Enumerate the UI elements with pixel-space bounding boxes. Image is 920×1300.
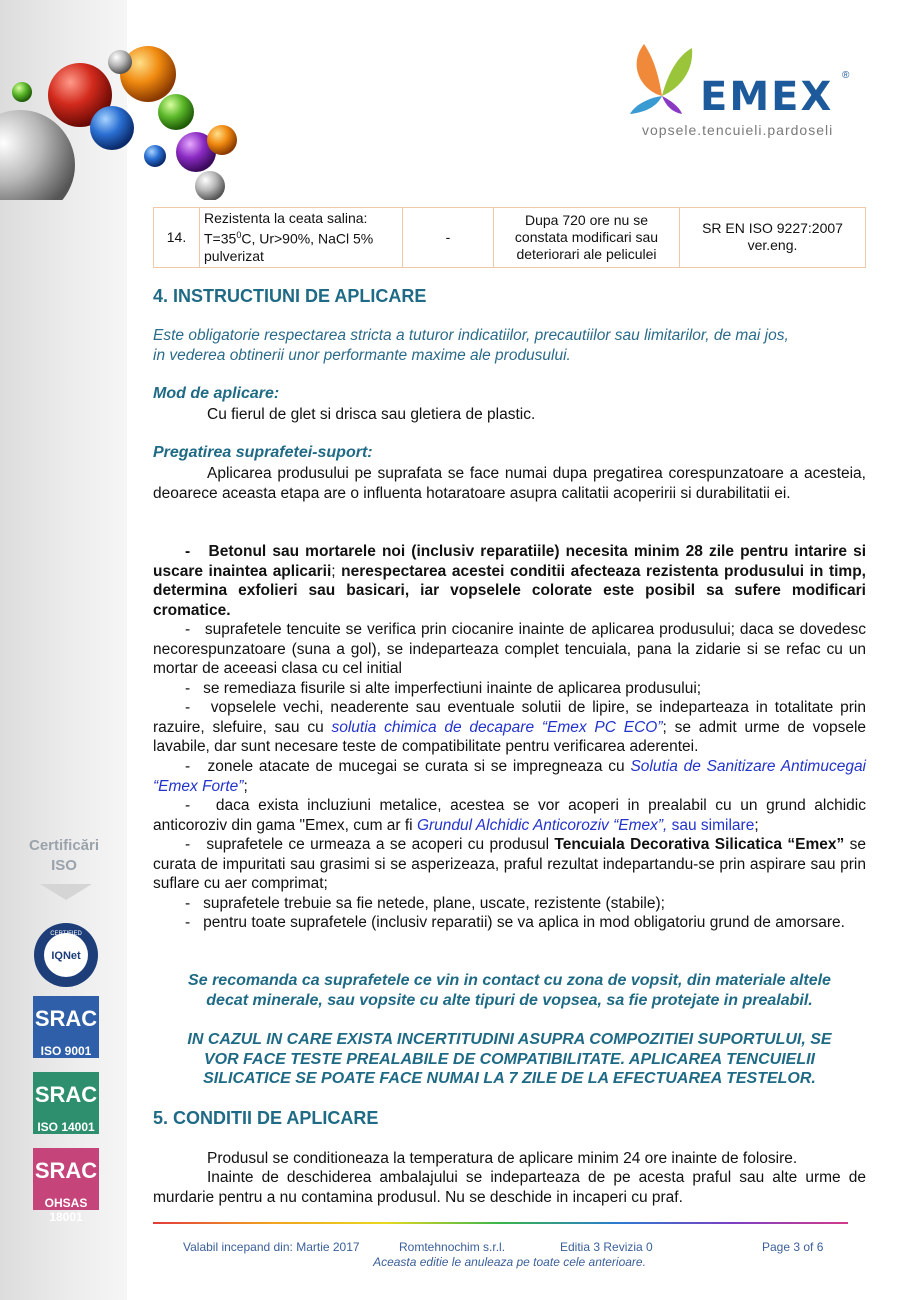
bullet-6: - daca exista incluziuni metalice, acestea se vor acoperi in prealabil cu un grund alchidic anticoroziv din gama "Emex, cum ar fi Grundul Alchidic Anticoroziv “Emex”, sau similare;	[153, 797, 866, 834]
result-cell: Dupa 720 ore nu se constata modificari sau deteriorari ale peliculei	[494, 208, 680, 268]
bubble-silver-small	[108, 50, 132, 74]
bubble-blue-small	[144, 145, 166, 167]
bullet-2: - suprafetele tencuite se verifica prin ciocanire inainte de aplicarea produsului; daca se dovedesc necorespunzatoare (suna a gol), se indeparteaza complet tencuiala, pana la zidarie si se refac cu un mortar de aceeasi clasa cu cel initial	[153, 621, 867, 678]
bullet-3: - se remediaza fisurile si alte imperfectiuni inainte de aplicarea produsului;	[185, 680, 702, 697]
bubble-blue	[90, 106, 134, 150]
footer-page-number: Page 3 of 6	[762, 1240, 824, 1254]
badge-label: ISO 9001	[40, 1044, 92, 1058]
property-cell: Rezistenta la ceata salina: $T=35^0C$, Ur>90%, NaCl 5% pulverizat	[200, 208, 403, 268]
bubble-green	[158, 94, 194, 130]
certificates-title: Certificări ISO	[28, 837, 100, 874]
decorative-bubbles	[0, 0, 250, 200]
section-heading-4: 4. INSTRUCTIUNI DE APLICARE	[153, 286, 427, 306]
emex-logo	[622, 36, 862, 146]
bullet-1: - Betonul sau mortarele noi (inclusiv reparatiile) necesita minim 28 zile pentru intarire si uscare inaintea aplicarii; nerespectarea acestei conditii afecteaza rezistenta produsului in timp, determina exfolieri sau basicari, iar vopselele colorate este posibil sa sufere modificari cromatice.	[153, 543, 866, 619]
footer-valid: Valabil incepand din: Martie 2017	[183, 1240, 360, 1254]
bubble-silver-large	[0, 110, 75, 200]
brand-tagline: vopsele.tencuieli.pardoseli	[642, 122, 834, 138]
bubble-orange-small	[207, 125, 237, 155]
prep-text: Aplicarea produsului pe suprafata se face numai dupa pregatirea corespunzatoare a acesteia, deoarece aceasta etapa are o influenta hotaratoare asupra calitatii acoperirii si durabilitatii ei.	[153, 465, 866, 502]
bullet-9: - pentru toate suprafetele (inclusiv reparatii) se va aplica in mod obligatoriu grund de amorsare.	[185, 914, 845, 931]
warning-caps-note: IN CAZUL IN CARE EXISTA INCERTITUDINI ASUPRA COMPOZITIEI SUPORTULUI, SE VOR FACE TESTE PREALABILE DE COMPATIBILITATE. APLICAREA TENCUIELII SILICATICE SE POATE FACE NUMAI LA 7 ZILE DE LA EFECTUAREA TESTELOR.	[187, 1031, 832, 1088]
svg-text:SRAC: SRAC	[34, 1082, 98, 1107]
ohsas-18001-badge	[33, 1148, 99, 1224]
link-emex-forte[interactable]: Solutia de Sanitizare Antimucegai “Emex Forte”	[153, 758, 867, 795]
table-row	[154, 208, 866, 268]
intro-note: Este obligatorie respectarea stricta a tuturor indicatiilor, precautiilor sau limitarilor, de mai jos, in vederea obtinerii unor performante maxime ale produsului.	[153, 327, 789, 364]
prep-title: Pregatirea suprafetei-suport:	[153, 444, 373, 461]
registered-mark: ®	[842, 70, 850, 81]
iso-9001-badge	[33, 996, 99, 1058]
standard-cell: SR EN ISO 9227:2007 ver.eng.	[680, 208, 866, 268]
link-grund-alchidic[interactable]: Grundul Alchidic Anticoroziv “Emex”,	[416, 816, 668, 834]
mod-aplicare-title: Mod de aplicare:	[153, 385, 280, 402]
bullet-8: - suprafetele trebuie sa fie netede, plane, uscate, rezistente (stabile);	[185, 895, 665, 912]
mod-aplicare-text: Cu fierul de glet si drisca sau gletiera de plastic.	[207, 406, 536, 423]
bullet-4: - vopselele vechi, neaderente sau eventuale solutii de lipire, se indeparteaza in totalitate prin razuire, slefuire, sau cu solutia chimica de decapare “Emex PC ECO”; se admit urme de vopsele lavabile, dar sunt necesare teste de compatibilitate pentru verificarea aderentei.	[153, 699, 867, 756]
bullet-7: - suprafetele ce urmeaza a se acoperi cu produsul Tencuiala Decorativa Silicatica “Emex” se curata de impuritati sau grasimi si se asperizeaza, praful rezultat indepartandu-se prin aspirare sau prin suflare cu aer comprimat;	[153, 836, 866, 893]
footer-note: Aceasta editie le anuleaza pe toate cele anterioare.	[373, 1255, 646, 1269]
iqnet-certified-seal	[33, 922, 99, 988]
spec-table	[153, 207, 866, 268]
section-heading-5: 5. CONDITII DE APLICARE	[153, 1108, 379, 1128]
iso-14001-badge	[33, 1072, 99, 1134]
conditions-p1: Produsul se conditioneaza la temperatura de aplicare minim 24 ore inainte de folosire.	[207, 1150, 798, 1167]
row-number: 14.	[154, 208, 200, 268]
svg-text:SRAC: SRAC	[34, 1158, 98, 1183]
svg-text:CERTIFIED: CERTIFIED	[50, 931, 82, 937]
svg-text:SRAC: SRAC	[34, 1006, 98, 1031]
bubble-green-small	[12, 82, 32, 102]
butterfly-icon	[622, 36, 702, 116]
brand-name: EMEX	[700, 74, 834, 120]
bubble-silver-mid	[195, 171, 225, 200]
badge-label: ISO 14001	[37, 1120, 95, 1134]
chevron-down-icon	[40, 884, 92, 900]
bullet-5: - zonele atacate de mucegai se curata si se impregneaza cu Solutia de Sanitizare Antimucegai “Emex Forte”;	[153, 758, 867, 795]
badge-label: OHSAS 18001	[44, 1196, 88, 1224]
link-emex-pc-eco[interactable]: solutia chimica de decapare “Emex PC ECO”	[331, 718, 663, 736]
footer-rainbow-line	[153, 1222, 848, 1224]
svg-text:IQNet: IQNet	[51, 950, 81, 962]
recommendation-note: Se recomanda ca suprafetele ce vin in contact cu zona de vopsit, din materiale altele decat minerale, sau vopsite cu alte tipuri de vopsea, sa fie protejate in prealabil.	[188, 972, 831, 1009]
conditions-p2: Inainte de deschiderea ambalajului se indeparteaza de pe acesta praful sau alte urme de murdarie pentru a nu contamina produsul. Nu se deschide in incaperi cu praf.	[153, 1169, 866, 1206]
value-cell: -	[403, 208, 494, 268]
footer-company: Romtehnochim s.r.l.	[399, 1240, 506, 1254]
footer-edition: Editia 3 Revizia 0	[560, 1240, 653, 1254]
